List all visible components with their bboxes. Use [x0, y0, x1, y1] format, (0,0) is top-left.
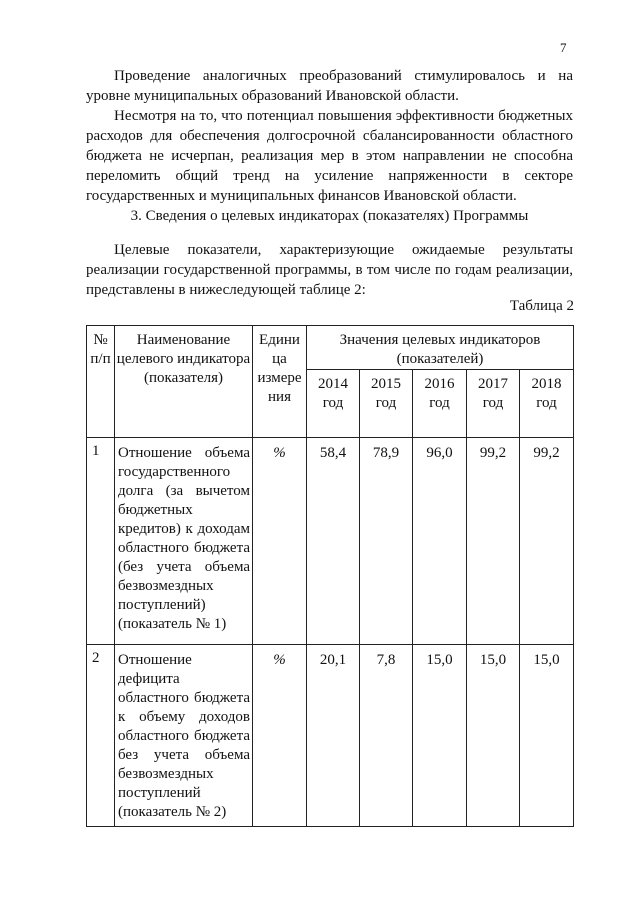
- header-year: 2016 год: [413, 370, 467, 438]
- row-num: 1: [87, 438, 115, 645]
- header-unit: Едини ца измере ния: [253, 326, 307, 438]
- page-number: 7: [560, 40, 567, 55]
- table-caption: Таблица 2: [509, 298, 574, 314]
- header-year: 2015 год: [360, 370, 413, 438]
- header-year: 2017 год: [467, 370, 520, 438]
- row-value: 78,9: [360, 438, 413, 645]
- header-name: Наименование целевого индикатора (показателя): [115, 326, 253, 438]
- header-values-group: Значения целевых индикаторов (показателей): [307, 326, 574, 370]
- row-name: Отношение объема государственного долга (за вычетом бюджетных кредитов) к доходам областного бюджета (без учета объема безвозмездных поступлений) (показатель № 1): [115, 438, 253, 645]
- paragraph-1: Проведение аналогичных преобразований стимулировалось и на уровне муниципальных образований Ивановской области.: [86, 68, 573, 104]
- row-name: Отношение дефицита областного бюджета к объему доходов областного бюджета без учета объема безвозмездных поступлений (показатель № 2): [115, 645, 253, 827]
- indicators-table: [86, 325, 574, 827]
- row-value: 99,2: [520, 438, 574, 645]
- row-unit: %: [253, 438, 307, 645]
- row-unit: %: [253, 645, 307, 827]
- row-value: 96,0: [413, 438, 467, 645]
- row-value: 15,0: [467, 645, 520, 827]
- paragraph-3: Целевые показатели, характеризующие ожидаемые результаты реализации государственной программы, в том числе по годам реализации, представлены в нижеследующей таблице 2:: [86, 242, 573, 298]
- table-header-row: [87, 326, 574, 370]
- table-row: [87, 438, 574, 645]
- section-heading: 3. Сведения о целевых индикаторах (показателях) Программы: [130, 208, 529, 224]
- row-value: 58,4: [307, 438, 360, 645]
- row-num: 2: [87, 645, 115, 827]
- row-value: 7,8: [360, 645, 413, 827]
- row-value: 99,2: [467, 438, 520, 645]
- row-value: 20,1: [307, 645, 360, 827]
- header-year: 2018 год: [520, 370, 574, 438]
- row-value: 15,0: [520, 645, 574, 827]
- header-year: 2014 год: [307, 370, 360, 438]
- header-num: № п/п: [87, 326, 115, 438]
- table-row: [87, 645, 574, 827]
- row-value: 15,0: [413, 645, 467, 827]
- paragraph-2: Несмотря на то, что потенциал повышения эффективности бюджетных расходов для обеспечения долгосрочной сбалансированности областного бюджета не исчерпан, реализация мер в этом направлении не способна переломить общий тренд на усиление напряженности в секторе государственных и муниципальных финансов Ивановской области.: [86, 108, 573, 204]
